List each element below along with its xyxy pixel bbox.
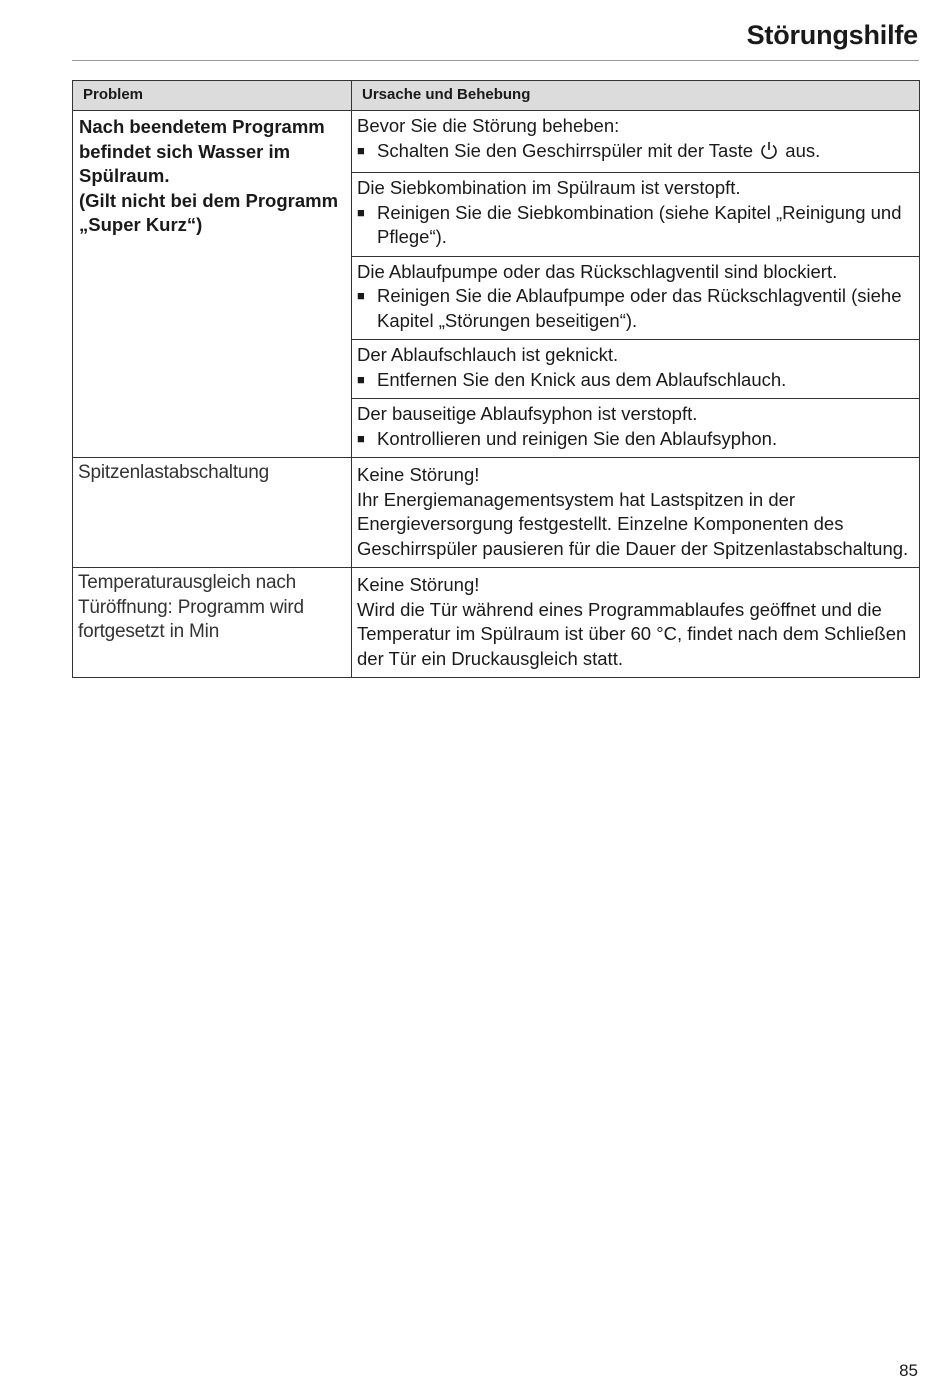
power-icon — [760, 141, 778, 167]
problem-note: (Gilt nicht bei dem Programm „Super Kurz“) — [79, 189, 339, 235]
remedy-text: Schalten Sie den Geschirrspüler mit der Taste — [377, 139, 754, 161]
cause-cell — [352, 111, 920, 173]
cause-cell — [352, 399, 920, 458]
bullet-square-icon: ■ — [357, 142, 365, 158]
troubleshooting-table — [72, 80, 920, 678]
remedy-text: Entfernen Sie den Knick aus dem Ablaufschlauch. — [377, 368, 787, 390]
cause-text: Der bauseitige Ablaufsyphon ist verstopft. — [357, 403, 698, 424]
page-section-title: Störungshilfe — [746, 20, 918, 50]
remedy-item — [357, 201, 913, 250]
page-number: 85 — [899, 1361, 918, 1380]
cause-text: Die Ablaufpumpe oder das Rückschlagventil sind blockiert. — [357, 260, 838, 282]
cause-text: Wird die Tür während eines Programmablaufes geöffnet und die Temperatur im Spülraum ist über 60 °C, findet nach dem Schließen der Tür ein Druckausgleich statt. — [357, 598, 907, 669]
cause-text: Der Ablaufschlauch ist geknickt. — [357, 344, 619, 365]
table-header-row — [73, 81, 920, 111]
table-row — [73, 111, 920, 173]
remedy-item — [357, 284, 913, 333]
cause-cell — [352, 568, 920, 678]
problem-cell: Temperaturausgleich nach Türöffnung: Programm wird fortgesetzt in Min — [73, 568, 352, 678]
bullet-square-icon: ■ — [357, 204, 365, 220]
cause-heading: Keine Störung! — [357, 464, 480, 485]
problem-cell: Spitzenlastabschaltung — [73, 458, 352, 568]
table-row — [73, 458, 920, 568]
cause-text: Ihr Energiemanagementsystem hat Lastspitzen in der Energieversorgung festgestellt. Einzelne Komponenten des Geschirrspüler pausieren für die Dauer der Spitzenlastabschaltung. — [357, 488, 909, 559]
cause-text: Die Siebkombination im Spülraum ist verstopft. — [357, 177, 741, 198]
table-row — [73, 568, 920, 678]
cause-cell — [352, 458, 920, 568]
remedy-text: Reinigen Sie die Ablaufpumpe oder das Rückschlagventil (siehe Kapitel „Störungen beseitigen“). — [377, 285, 902, 331]
cause-cell — [352, 340, 920, 399]
cause-text: Bevor Sie die Störung beheben: — [357, 115, 620, 136]
remedy-text: Kontrollieren und reinigen Sie den Ablaufsyphon. — [377, 427, 778, 449]
remedy-text: Reinigen Sie die Siebkombination (siehe Kapitel „Reinigung und Pflege“). — [377, 201, 902, 247]
cause-cell — [352, 173, 920, 257]
cause-heading: Keine Störung! — [357, 574, 480, 595]
column-header-cause: Ursache und Behebung — [352, 81, 920, 111]
remedy-item — [357, 139, 913, 167]
problem-text: Nach beendetem Programm befindet sich Wasser im Spülraum. — [79, 116, 325, 186]
cause-cell — [352, 256, 920, 340]
bullet-square-icon: ■ — [357, 371, 365, 387]
bullet-square-icon: ■ — [357, 430, 365, 446]
title-divider — [72, 60, 919, 61]
column-header-problem: Problem — [73, 81, 352, 111]
remedy-item — [357, 427, 913, 452]
remedy-text-end: aus. — [785, 139, 821, 161]
remedy-item — [357, 368, 913, 393]
problem-cell — [73, 111, 352, 458]
bullet-square-icon: ■ — [357, 288, 365, 303]
